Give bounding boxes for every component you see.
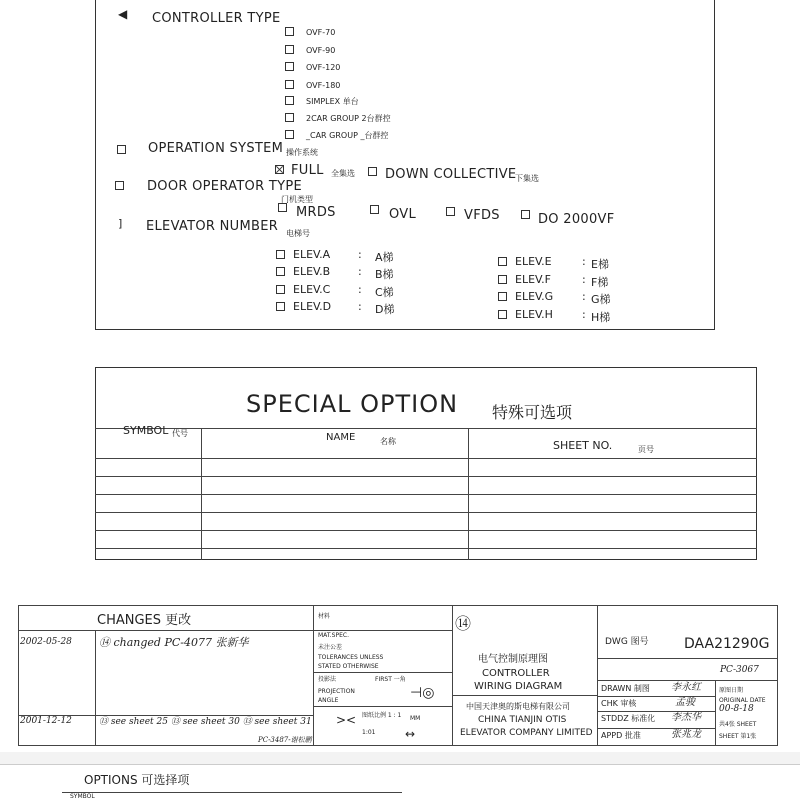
table-row [95,476,757,477]
elevator-checkbox[interactable] [276,250,285,259]
elevator-number-title-cn: 电梯号 [286,229,310,238]
elevator-label: ELEV.B [293,265,331,278]
spec-rule-1 [313,630,452,631]
original-date-label: ORIGINAL DATE [719,697,766,704]
next-page-edge [0,764,800,765]
full-collective-label-cn: 全集选 [331,169,355,178]
operation-system-title-cn: 操作系统 [286,148,318,157]
controller-type-option-label: OVF-120 [306,63,341,72]
chk-label: CHK 审核 [601,699,637,708]
elevator-colon: : [358,300,362,313]
elevator-label-cn: F梯 [591,276,609,289]
pc-number: PC-3067 [720,665,759,675]
appd-label: APPD 批准 [601,731,641,740]
vfds-checkbox[interactable] [446,207,455,216]
change-2-date: 2001-12-12 [20,716,72,726]
full-collective-label: FULL [291,163,324,178]
full-collective-checkbox[interactable] [275,165,284,174]
dwg-rule [597,658,777,659]
table-row [95,530,757,531]
elevator-checkbox[interactable] [276,302,285,311]
stddz-label: STDDZ 标准化 [601,714,656,723]
controller-type-option-label: _CAR GROUP _台群控 [306,131,389,140]
symbol-header-cn: 代号 [172,429,188,438]
table-top-rule [95,428,757,429]
changes-divider [313,605,314,745]
down-collective-label: DOWN COLLECTIVE [385,167,517,182]
controller-type-option-label: SIMPLEX 单台 [306,97,359,106]
drawn-label: DRAWN 制图 [601,684,650,693]
chk-signature: 孟骏 [675,697,695,708]
stddz-signature: 李杰华 [671,712,701,723]
elevator-checkbox[interactable] [498,275,507,284]
table-row [95,512,757,513]
changes-title: CHANGES 更改 [97,613,192,628]
scale-mm-label: MM [410,715,421,722]
vfds-label: VFDS [464,208,500,223]
controller-type-checkbox[interactable] [285,113,294,122]
door-operator-checkbox[interactable] [115,181,124,190]
elevator-label: ELEV.C [293,283,331,296]
controller-type-checkbox[interactable] [285,45,294,54]
elevator-label: ELEV.E [515,255,552,268]
appd-signature: 张兆龙 [671,729,701,740]
mrds-label: MRDS [296,205,336,220]
ovl-label: OVL [389,207,417,222]
sheet-number-label: SHEET 第1张 [719,733,757,740]
tolerance-cn-label: 未注公差 [318,644,343,651]
dimension-arrow-icon: ↔ [405,727,416,741]
next-page-symbol: SYMBOL [70,793,95,800]
door-operator-title: DOOR OPERATOR TYPE [147,179,302,194]
elevator-colon: : [358,265,362,278]
approval-rule-0 [597,680,777,681]
elevator-checkbox[interactable] [276,267,285,276]
drawn-signature: 李永红 [671,682,701,693]
title-divider [597,605,598,745]
elevator-colon: : [358,248,362,261]
controller-type-checkbox[interactable] [285,96,294,105]
elevator-checkbox[interactable] [498,257,507,266]
spec-rule-2 [313,672,452,673]
next-page-title: OPTIONS 可选择项 [84,773,190,787]
elevator-label: ELEV.H [515,308,553,321]
company-name-1: CHINA TIANJIN OTIS [478,715,567,725]
scale-arrow-icon: >< [336,713,357,727]
ovl-checkbox[interactable] [370,205,379,214]
change-1-date: 2002-05-28 [20,637,72,647]
dwg-number: DAA21290G [684,636,770,652]
elevator-label-cn: A梯 [375,251,394,264]
mat-spec-label: MAT.SPEC. [318,632,349,639]
title-mid-rule [452,695,597,696]
spec-rule-3 [313,706,452,707]
elevator-label: ELEV.A [293,248,331,261]
scale-ratio-label: 1:01 [362,729,376,736]
approval-rule-1 [597,696,715,697]
projection-label: PROJECTION [318,688,355,695]
elevator-colon: : [582,255,586,268]
operation-system-title: OPERATION SYSTEM [148,141,284,156]
title-block-bottom-rule [18,745,778,746]
projection-symbol-icon: ⊣◎ [410,685,435,701]
table-row [95,494,757,495]
drawing-title-1: CONTROLLER [482,668,550,679]
controller-type-option-label: OVF-90 [306,46,336,55]
change-1-note: ⑭ changed PC-4077 张新华 [99,636,249,649]
controller-type-title: CONTROLLER TYPE [152,11,281,26]
door-operator-title-cn: 门机类型 [281,195,313,204]
do2000vf-label: DO 2000VF [538,212,615,227]
approval-divider [715,680,716,745]
change-2-note: ⑬ see sheet 25 ⑬ see sheet 30 ⑬ see sheet 31 [99,717,312,727]
change-2-note-2: PC-3487-谢松鹏 [258,736,312,744]
elevator-colon: : [582,290,586,303]
controller-type-checkbox[interactable] [285,62,294,71]
elevator-colon: : [582,273,586,286]
sheet-header: SHEET NO. [553,439,613,452]
name-header-cn: 名称 [380,437,396,446]
special-option-title-cn: 特殊可选项 [492,403,573,422]
dwg-label: DWG 图号 [605,637,649,647]
elevator-label-cn: H梯 [591,311,611,324]
controller-type-option-label: OVF-70 [306,28,336,37]
title-block-right-edge [777,605,778,745]
changes-date-divider [95,630,96,745]
operation-system-checkbox[interactable] [117,145,126,154]
sheet-header-cn: 页号 [638,445,654,454]
angle-label: ANGLE [318,697,339,704]
original-date-cn: 原图日期 [719,687,744,694]
elevator-label-cn: D梯 [375,303,395,316]
changes-header-rule [18,630,313,631]
tolerance-label: TOLERANCES UNLESS [318,654,384,661]
changes-left-edge [18,605,19,745]
name-header: NAME [326,432,356,443]
revision-mark: ⑭ [455,614,472,633]
drawing-title-cn: 电气控制原理图 [478,654,548,665]
elevator-label-cn: G梯 [591,293,611,306]
elevator-checkbox[interactable] [276,285,285,294]
company-name-2: ELEVATOR COMPANY LIMITED [460,728,593,738]
configuration-panel [95,0,715,330]
elevator-label-cn: E梯 [591,258,609,271]
elevator-label-cn: B梯 [375,268,394,281]
spec-divider [452,605,453,745]
mrds-checkbox[interactable] [278,203,287,212]
sheet-total-label: 共4张 SHEET [719,721,757,728]
down-collective-checkbox[interactable] [368,167,377,176]
elevator-label: ELEV.F [515,273,551,286]
elevator-colon: : [358,283,362,296]
scale-label: 图纸比例 1 : 1 [362,712,402,719]
controller-type-checkbox[interactable] [285,130,294,139]
table-row [95,458,757,459]
controller-type-option-label: OVF-180 [306,81,341,90]
controller-type-checkbox[interactable] [285,80,294,89]
original-date-value: 00-8-18 [719,704,754,714]
first-angle-label: FIRST 一角 [375,676,406,683]
corner-mark-icon: ◀ [118,7,128,21]
material-label: 材料 [318,613,331,620]
stated-label: STATED OTHERWISE [318,663,379,670]
elevator-number-mark: ] [118,217,123,230]
drawing-title-2: WIRING DIAGRAM [474,681,563,692]
next-page-rule [62,792,402,793]
elevator-checkbox[interactable] [498,292,507,301]
symbol-header: SYMBOL [123,424,169,437]
down-collective-label-cn: 下集选 [515,174,539,183]
controller-type-checkbox[interactable] [285,27,294,36]
changes-top-rule [18,605,778,606]
elevator-label-cn: C梯 [375,286,394,299]
company-cn: 中国天津奥的斯电梯有限公司 [466,702,570,711]
page-separator [0,752,800,764]
special-option-title: SPECIAL OPTION [246,390,459,418]
elevator-colon: : [582,308,586,321]
do2000vf-checkbox[interactable] [521,210,530,219]
elevator-label: ELEV.D [293,300,332,313]
elevator-number-title: ELEVATOR NUMBER [146,219,279,234]
projection-cn-label: 投影法 [318,676,337,683]
table-row [95,548,757,549]
elevator-label: ELEV.G [515,290,554,303]
controller-type-option-label: 2CAR GROUP 2台群控 [306,114,391,123]
elevator-checkbox[interactable] [498,310,507,319]
